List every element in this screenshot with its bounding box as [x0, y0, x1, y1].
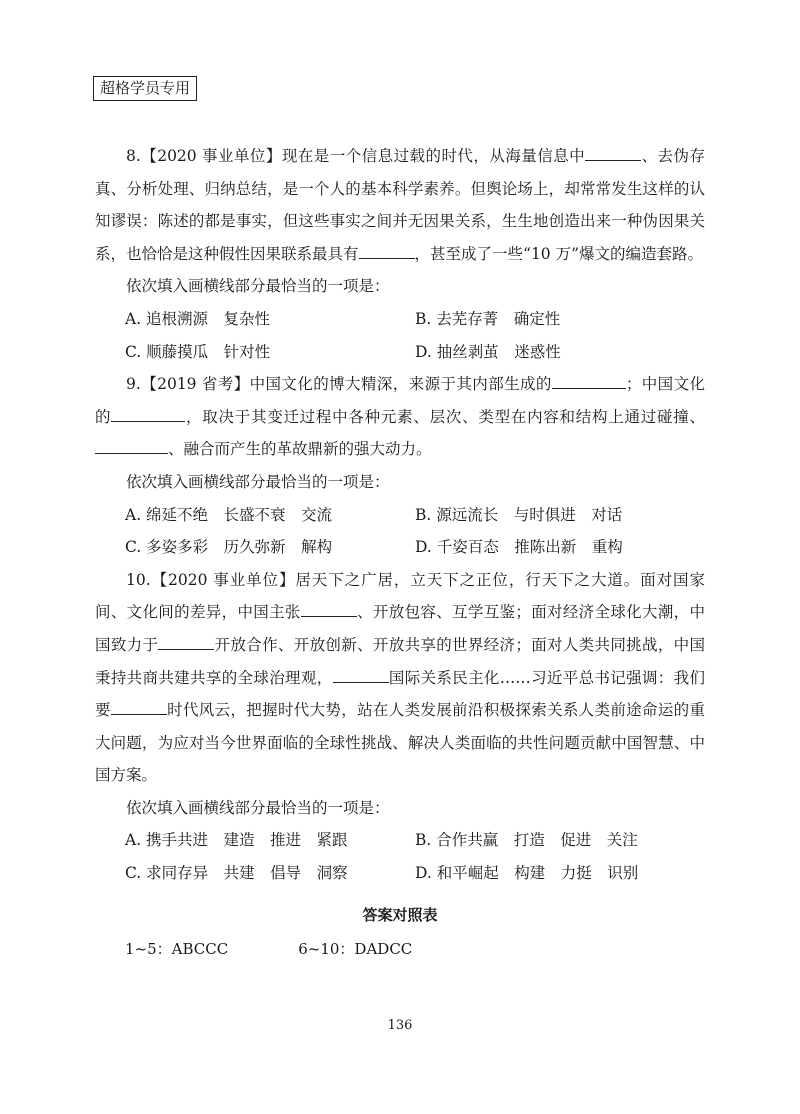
blank-2	[359, 244, 415, 259]
option-c[interactable]: C. 多姿多彩 历久弥新 解构	[125, 538, 333, 557]
option-a[interactable]: A. 携手共进 建造 推进 紧跟	[125, 831, 348, 850]
blank-1	[585, 146, 641, 161]
blank-1	[301, 602, 357, 617]
question-10-options-row2	[95, 857, 705, 890]
answer-table	[125, 938, 412, 959]
option-d[interactable]: D. 抽丝剥茧 迷惑性	[415, 342, 561, 361]
question-9-prompt: 依次填入画横线部分最恰当的一项是：	[126, 472, 390, 491]
blank-3	[333, 668, 389, 683]
question-8-label: 8.【2020 事业单位】	[126, 147, 282, 165]
answer-row-6-10: 6~10：DADCC	[298, 940, 413, 958]
option-b[interactable]: B. 源远流长 与时俱进 对话	[415, 505, 623, 524]
question-9-label: 9.【2019 省考】	[126, 375, 250, 394]
answer-table-title: 答案对照表	[362, 906, 438, 924]
blank-3	[95, 439, 135, 454]
question-10-label: 10.【2020 事业单位】	[126, 570, 296, 589]
question-8-options-row1	[95, 303, 705, 336]
option-d[interactable]: D. 千姿百态 推陈出新 重构	[415, 538, 623, 557]
option-d[interactable]: D. 和平崛起 构建 力挺 识别	[415, 864, 639, 883]
blank-4	[111, 700, 167, 715]
question-9-options-row1	[95, 499, 705, 532]
question-10: 10.【2020 事业单位】居天下之广居，立天下之正位，行天下之大道。面对国家间、文化间的差异，中国主张 、开放包容、互学互鉴；面对经济全球化大潮，中国致力于 开放合作、开放创新、开放共享的世界经济；面对人类共同挑战，中国秉持共商共建共享的全球治理观， 国际关系民主化……习近平总书记强调：我们要 时代风云，把握时代大势，站在人类发展前沿积极探索关系人类前途命运的重大问题，为应对当今世界面临的全球性挑战、解决人类面临的共性问题贡献中国智慧、中国方案。	[95, 570, 705, 785]
option-c[interactable]: C. 求同存异 共建 倡导 洞察	[125, 864, 348, 883]
page-number: 136	[387, 1018, 413, 1033]
option-a[interactable]: A. 追根溯源 复杂性	[125, 309, 271, 328]
question-8-prompt: 依次填入画横线部分最恰当的一项是：	[126, 277, 390, 296]
option-c[interactable]: C. 顺藤摸瓜 针对性	[125, 342, 271, 361]
option-b[interactable]: B. 合作共赢 打造 促进 关注	[415, 831, 638, 850]
question-8-options-row2	[95, 336, 705, 369]
question-10-options-row1	[95, 824, 705, 857]
question-9: 9.【2019 省考】中国文化的博大精深，来源于其内部生成的 ；中国文化的 ，取决于其变迁过程中各种元素、层次、类型在内容和结构上通过碰撞、、融合而产生的革故鼎新的强大动力。	[95, 375, 705, 459]
question-10-prompt: 依次填入画横线部分最恰当的一项是：	[126, 798, 390, 817]
option-b[interactable]: B. 去芜存菁 确定性	[415, 309, 561, 328]
question-9-options-row2	[95, 531, 705, 564]
question-content	[95, 140, 705, 890]
question-8: 8.【2020 事业单位】现在是一个信息过载的时代，从海量信息中 、去伪存真、分析处理、归纳总结，是一个人的基本科学素养。但舆论场上，却常常发生这样的认知谬误：陈述的都是事实，但这些事实之间并无因果关系，生生地创造出来一种伪因果关系，也恰恰是这种假性因果联系最具有 ，甚至成了一些“10 万”爆文的编造套路。	[95, 147, 705, 263]
answer-row-1-5: 1~5：ABCCC	[125, 940, 229, 958]
option-a[interactable]: A. 绵延不绝 长盛不衰 交流	[125, 505, 333, 524]
member-only-badge: 超格学员专用	[93, 76, 197, 101]
blank-2	[111, 407, 185, 422]
blank-1	[552, 374, 626, 389]
blank-2	[158, 635, 214, 650]
